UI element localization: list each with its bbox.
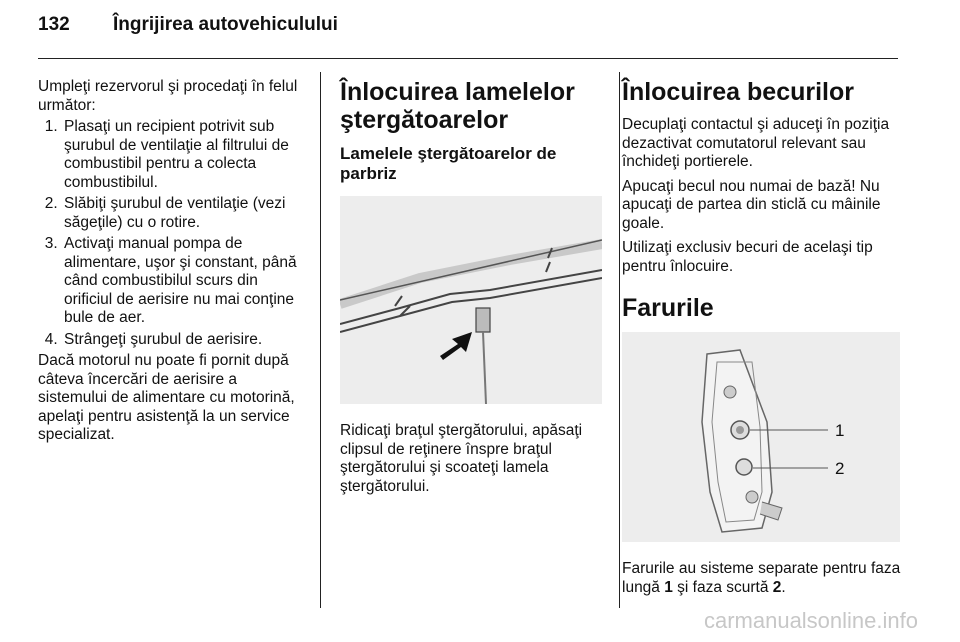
caption-bold-1: 1 [664,578,673,596]
step-item: 3. Activaţi manual pompa de alimentare, uşor şi constant, până când combustibilul scurs din orificiul de aerisire nu mai conţine bule de aer. [62,235,306,328]
headlamp-illustration [622,332,900,542]
intro-paragraph: Umpleţi rezervorul şi procedaţi în felul următor: [38,78,298,114]
callout-1-label: 1 [835,421,845,440]
step-item: 2. Slăbiţi şurubul de ventilaţie (vezi săgeţile) cu o rotire. [62,195,306,232]
bulbs-paragraph-2: Apucaţi becul nou numai de bază! Nu apucaţi de partea din sticlă cu mâinile goale. [622,177,881,232]
caption-text: Farurile au sisteme separate pentru faza lungă [622,560,901,596]
watermark: carmanualsonline.info [703,608,918,633]
header-divider [38,58,898,59]
subheading-windscreen-wipers: Lamelele ştergătoarelor de parbriz [340,144,557,183]
steps-list [38,118,306,349]
section-heading-bulbs: Înlocuirea becurilor [622,78,855,106]
column-divider-2 [619,72,620,608]
caption-bold-2: 2 [772,578,782,596]
wiper-illustration [340,196,602,404]
caption-text: . [781,578,786,596]
step-item: 4. Strângeţi şurubul de aerisire. [62,331,306,350]
column-divider-1 [320,72,321,608]
bulbs-paragraph-3: Utilizaţi exclusiv becuri de acelaşi tip pentru înlocuire. [622,239,873,275]
outro-paragraph: Dacă motorul nu poate fi pornit după câteva încercări de aerisire a sistemului de alimentare cu motorină, apelaţi pentru asistenţă la un service specializat. [38,352,295,443]
subheading-headlamps: Farurile [622,294,714,322]
column-fuel-bleeding [38,78,306,445]
bulbs-paragraph-1: Decuplaţi contactul şi aduceţi în poziţia dezactivat comutatorul relevant sau închideţi portierele. [622,116,890,170]
headlamp-caption [622,560,904,597]
chapter-title: Îngrijirea autovehiculului [113,14,338,35]
caption-text: şi faza scurtă [672,578,773,596]
step-item: 1. Plasaţi un recipient potrivit sub şurubul de ventilaţie al filtrului de combustibil pentru a colecta combustibilul. [62,118,306,192]
section-heading-wiper: Înlocuirea lamelelor ştergătoarelor [340,78,575,134]
column-wiper-blades [340,78,606,496]
wiper-caption: Ridicaţi braţul ştergătorului, apăsaţi clipsul de reţinere înspre braţul ştergătorului şi scoateţi lamela ştergătorului. [340,422,583,495]
page-number: 132 [38,14,70,35]
column-bulbs [622,78,904,597]
callout-2-label: 2 [835,459,845,478]
